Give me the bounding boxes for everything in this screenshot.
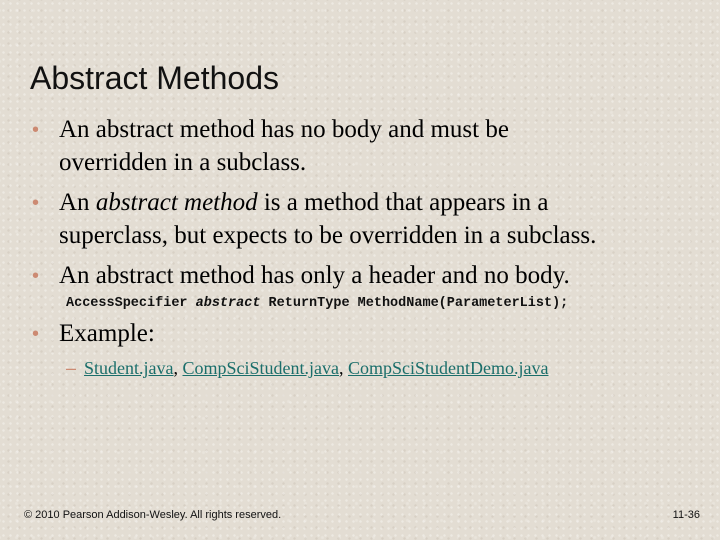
bullet-icon: • [32, 265, 40, 287]
bullet-1-line-2: overridden in a subclass. [59, 148, 307, 176]
code-keyword: abstract [195, 296, 261, 311]
example-links [66, 356, 548, 380]
bullet-2-pre: An [59, 189, 96, 216]
bullet-list [30, 114, 680, 301]
slide-title: Abstract Methods [30, 60, 279, 96]
copyright-footer: © 2010 Pearson Addison-Wesley. All rights reserved. [24, 509, 282, 521]
link-compscistudent-java[interactable]: CompSciStudent.java [182, 358, 339, 378]
code-part-1: AccessSpecifier [66, 296, 196, 311]
link-separator: , [173, 358, 183, 378]
bullet-icon: • [32, 192, 40, 214]
bullet-3-line-1: An abstract method has only a header and no body. [59, 262, 570, 289]
bullet-item-1 [30, 114, 680, 179]
sub-bullet-dash: – [66, 358, 77, 378]
link-compscistudentdemo-java[interactable]: CompSciStudentDemo.java [348, 358, 549, 378]
bullet-item-2 [30, 187, 680, 252]
bullet-icon: • [32, 323, 40, 345]
bullet-item-example [30, 318, 680, 351]
bullet-icon: • [32, 119, 40, 141]
bullet-1-line-1: An abstract method has no body and must be [59, 116, 509, 143]
bullet-item-3 [30, 260, 680, 293]
example-bullet-list [30, 318, 680, 359]
link-student-java[interactable]: Student.java [84, 358, 174, 378]
bullet-2-line-2: superclass, but expects to be overridden in a subclass. [59, 221, 597, 249]
link-separator: , [339, 358, 348, 378]
code-part-2: ReturnType MethodName(ParameterList); [260, 296, 569, 311]
method-signature-code [66, 296, 568, 311]
bullet-2-emphasis: abstract method [95, 189, 258, 216]
example-label: Example: [59, 320, 155, 347]
bullet-2-post: is a method that appears in a [257, 189, 549, 216]
page-number: 11-36 [672, 509, 700, 521]
